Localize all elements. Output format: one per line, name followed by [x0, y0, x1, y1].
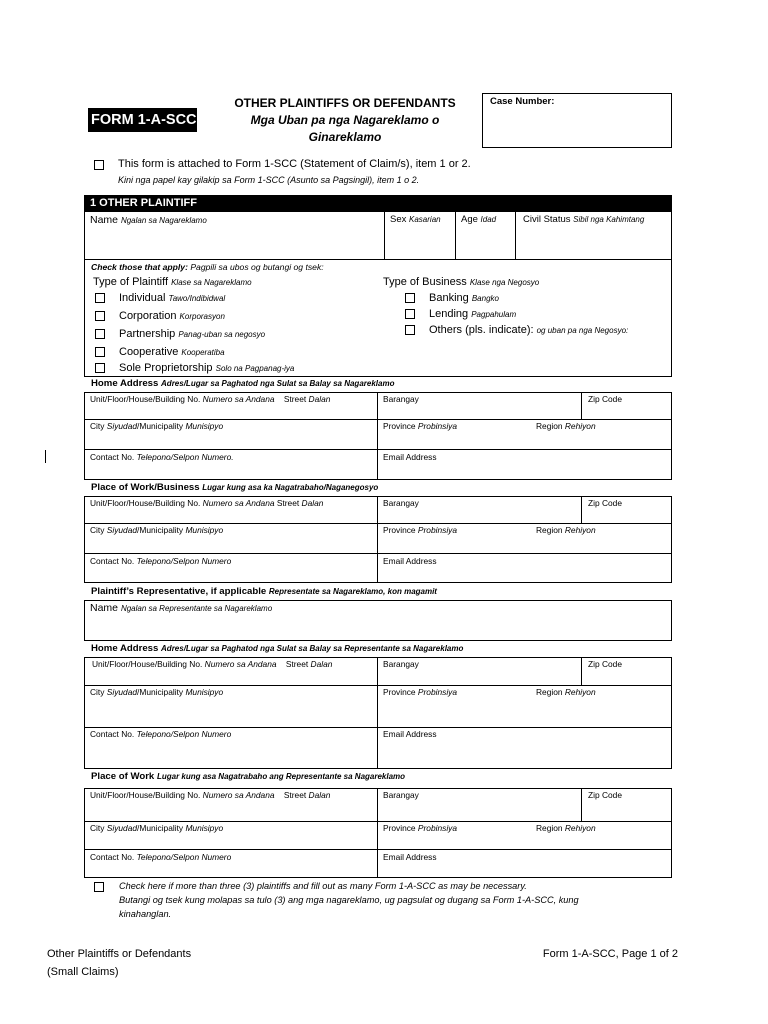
form-id-badge: FORM 1-A-SCC	[88, 108, 197, 132]
representative-name-label: Name Ngalan sa Representante sa Nagareklamo	[90, 602, 273, 614]
rep-home-zip-field[interactable]: Zip Code	[588, 659, 622, 669]
home-unit-field[interactable]: Unit/Floor/House/Building No. Numero sa Andana Street Dalan	[90, 394, 331, 404]
individual-checkbox[interactable]	[95, 293, 105, 303]
work-barangay-field[interactable]: Barangay	[383, 498, 419, 508]
rep-work-city-field[interactable]: City Siyudad/Municipality Munisipyo	[90, 823, 224, 833]
rep-work-zip-field[interactable]: Zip Code	[588, 790, 622, 800]
rep-home-unit-field[interactable]: Unit/Floor/House/Building No. Numero sa Andana Street Dalan	[92, 659, 333, 669]
attached-checkbox[interactable]	[94, 160, 104, 170]
work-city-field[interactable]: City Siyudad/Municipality Munisipyo	[90, 525, 224, 535]
sole-proprietorship-label: Sole Proprietorship Solo na Pagpanag-iya	[119, 362, 295, 374]
rep-work-barangay-field[interactable]: Barangay	[383, 790, 419, 800]
more-plaintiffs-local-1: Butangi og tsek kung molapas sa tulo (3) ang mga nagareklamo, ug pagsulat og dugang sa Form 1-A-SCC, kung	[119, 895, 579, 905]
rep-home-address-table	[84, 657, 672, 769]
rep-work-address-heading: Place of Work Lugar kung asa Nagatrabaho ang Representante sa Nagareklamo	[91, 771, 406, 782]
rep-home-province-field[interactable]: Province Probinsiya	[383, 687, 458, 697]
age-label[interactable]: Age Idad	[461, 214, 497, 225]
representative-heading: Plaintiff’s Representative, if applicable Representate sa Nagareklamo, kon magamit	[91, 586, 437, 597]
home-email-field[interactable]: Email Address	[383, 452, 437, 462]
footer-subtitle: (Small Claims)	[47, 966, 119, 978]
rep-home-contact-field[interactable]: Contact No. Telepono/Selpon Numero	[90, 729, 232, 739]
home-province-field[interactable]: Province Probinsiya	[383, 421, 458, 431]
home-barangay-field[interactable]: Barangay	[383, 394, 419, 404]
work-address-table	[84, 496, 672, 583]
section-1-header: 1 OTHER PLAINTIFF	[84, 195, 672, 211]
attached-text-local: Kini nga papel kay gilakip sa Form 1-SCC (Asunto sa Pagsingil), item 1 o 2.	[118, 175, 420, 185]
rep-work-email-field[interactable]: Email Address	[383, 852, 437, 862]
others-checkbox[interactable]	[405, 325, 415, 335]
footer-title: Other Plaintiffs or Defendants	[47, 948, 192, 960]
work-unit-field[interactable]: Unit/Floor/House/Building No. Numero sa Andana Street Dalan	[90, 498, 324, 508]
banking-checkbox[interactable]	[405, 293, 415, 303]
home-address-table	[84, 392, 672, 480]
civil-status-label[interactable]: Civil Status Sibil nga Kahimtang	[523, 214, 645, 225]
form-title: OTHER PLAINTIFFS OR DEFENDANTS	[234, 96, 456, 110]
text-cursor	[45, 450, 46, 463]
plaintiff-type-label: Type of Plaintiff Klase sa Nagareklamo	[93, 276, 252, 288]
rep-work-address-table	[84, 788, 672, 878]
banking-label: Banking Bangko	[429, 292, 499, 304]
home-region-field[interactable]: Region Rehiyon	[536, 421, 596, 431]
business-type-label: Type of Business Klase nga Negosyo	[383, 276, 540, 288]
work-zip-field[interactable]: Zip Code	[588, 498, 622, 508]
rep-home-barangay-field[interactable]: Barangay	[383, 659, 419, 669]
sole-proprietorship-checkbox[interactable]	[95, 363, 105, 373]
rep-home-email-field[interactable]: Email Address	[383, 729, 437, 739]
more-plaintiffs-local-2: kinahanglan.	[119, 909, 172, 919]
work-email-field[interactable]: Email Address	[383, 556, 437, 566]
case-number-label: Case Number:	[490, 96, 555, 107]
corporation-checkbox[interactable]	[95, 311, 105, 321]
name-label[interactable]: Name Ngalan sa Nagareklamo	[90, 214, 207, 226]
rep-work-province-field[interactable]: Province Probinsiya	[383, 823, 458, 833]
lending-checkbox[interactable]	[405, 309, 415, 319]
rep-home-address-heading: Home Address Adres/Lugar sa Paghatod nga Sulat sa Balay sa Representante sa Nagareklamo	[91, 643, 464, 654]
cooperative-label: Cooperative Kooperatiba	[119, 346, 225, 358]
corporation-label: Corporation Korporasyon	[119, 310, 225, 322]
work-region-field[interactable]: Region Rehiyon	[536, 525, 596, 535]
rep-home-region-field[interactable]: Region Rehiyon	[536, 687, 596, 697]
partnership-label: Partnership Panag-uban sa negosyo	[119, 328, 266, 340]
work-address-heading: Place of Work/Business Lugar kung asa ka Nagatrabaho/Naganegosyo	[91, 482, 379, 493]
others-label: Others (pls. indicate): og uban pa nga Negosyo:	[429, 324, 629, 336]
rep-work-contact-field[interactable]: Contact No. Telepono/Selpon Numero	[90, 852, 232, 862]
footer-page-number: Form 1-A-SCC, Page 1 of 2	[542, 948, 678, 960]
home-zip-field[interactable]: Zip Code	[588, 394, 622, 404]
attached-text: This form is attached to Form 1-SCC (Statement of Claim/s), item 1 or 2.	[118, 158, 471, 170]
home-address-heading: Home Address Adres/Lugar sa Paghatod nga Sulat sa Balay sa Nagareklamo	[91, 378, 395, 389]
home-contact-field[interactable]: Contact No. Telepono/Selpon Numero.	[90, 452, 234, 462]
rep-home-city-field[interactable]: City Siyudad/Municipality Munisipyo	[90, 687, 224, 697]
rep-work-region-field[interactable]: Region Rehiyon	[536, 823, 596, 833]
more-plaintiffs-checkbox[interactable]	[94, 882, 104, 892]
check-instructions: Check those that apply: Pagpili sa ubos og butangi og tsek:	[91, 262, 324, 272]
individual-label: Individual Tawo/Indibidwal	[119, 292, 226, 304]
form-subtitle-2: Ginareklamo	[308, 130, 382, 144]
sex-label[interactable]: Sex Kasarian	[390, 214, 441, 225]
form-subtitle: Mga Uban pa nga Nagareklamo o	[250, 113, 440, 127]
work-province-field[interactable]: Province Probinsiya	[383, 525, 458, 535]
partnership-checkbox[interactable]	[95, 329, 105, 339]
lending-label: Lending Pagpahulam	[429, 308, 517, 320]
cooperative-checkbox[interactable]	[95, 347, 105, 357]
work-contact-field[interactable]: Contact No. Telepono/Selpon Numero	[90, 556, 232, 566]
home-city-field[interactable]: City Siyudad/Municipality Munisipyo	[90, 421, 224, 431]
more-plaintiffs-text: Check here if more than three (3) plaintiffs and fill out as many Form 1-A-SCC as may be necessary.	[119, 881, 527, 891]
rep-work-unit-field[interactable]: Unit/Floor/House/Building No. Numero sa Andana Street Dalan	[90, 790, 331, 800]
